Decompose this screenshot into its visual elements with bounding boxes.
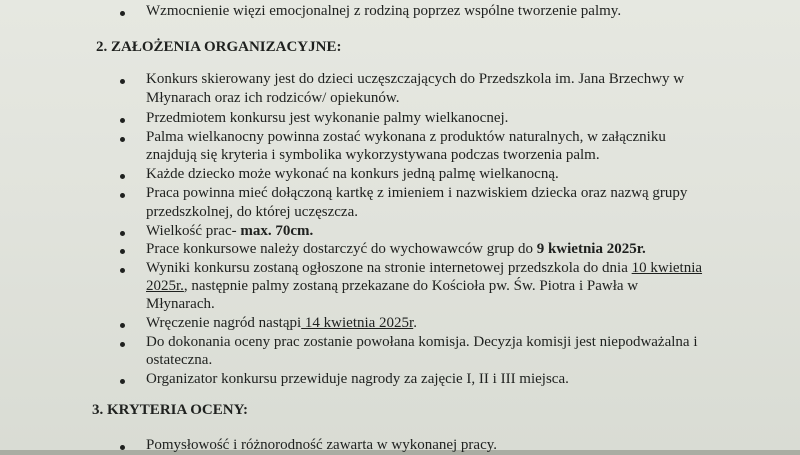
list-item: Każde dziecko może wykonać na konkurs jedną palmę wielkanocną.	[146, 166, 559, 182]
bullet-marker	[120, 118, 125, 123]
list-item	[146, 240, 646, 259]
item-text: Wielkość prac-	[146, 223, 241, 239]
bullet-marker	[120, 174, 125, 179]
bullet-marker	[120, 323, 125, 328]
list-item: Konkurs skierowany jest do dzieci uczęszczających do Przedszkola im. Jana Brzechwy w	[146, 71, 685, 87]
list-item: Przedmiotem konkursu jest wykonanie palmy wielkanocnej.	[146, 110, 509, 126]
item-text-underlined: 14 kwietnia 2025r	[301, 315, 414, 331]
list-item: Praca powinna mieć dołączoną kartkę z imieniem i nazwiskiem dziecka oraz nazwą grupy	[146, 185, 688, 201]
item-text: Wyniki konkursu zostaną ogłoszone na stronie internetowej przedszkola do dnia	[146, 260, 632, 276]
list-item: Pomysłowość i różnorodność zawarta w wykonanej pracy.	[146, 437, 498, 453]
bullet-marker	[120, 231, 125, 236]
list-item: Organizator konkursu przewiduje nagrody za zajęcie I, II i III miejsca.	[146, 371, 569, 387]
list-item-continuation: Młynarach oraz ich rodziców/ opiekunów.	[146, 90, 400, 106]
list-item	[146, 314, 417, 333]
item-text-bold: max. 70cm.	[240, 223, 314, 239]
list-item-continuation	[146, 277, 638, 296]
bullet-marker	[120, 268, 125, 273]
section-heading: 2. ZAŁOŻENIA ORGANIZACYJNE:	[96, 39, 342, 55]
bullet-marker	[120, 249, 125, 254]
list-item	[146, 222, 313, 241]
item-text-underlined: 10 kwietnia	[631, 260, 703, 276]
list-item-continuation: przedszkolnej, do której uczęszcza.	[146, 204, 358, 220]
item-text: , następnie palmy zostaną przekazane do Kościoła pw. Św. Piotra i Pawła w	[183, 278, 639, 294]
item-text: .	[413, 315, 417, 331]
bullet-marker	[120, 445, 125, 450]
bullet-marker	[120, 11, 125, 16]
bullet-marker	[120, 379, 125, 384]
list-item	[146, 259, 702, 278]
item-text: Wręczenie nagród nastąpi	[146, 315, 302, 331]
list-item-continuation: znajdują się kryteria i symbolika wykorzystywana podczas tworzenia palm.	[146, 147, 600, 163]
bullet-marker	[120, 79, 125, 84]
bullet-marker	[120, 137, 125, 142]
list-item: Palma wielkanocny powinna zostać wykonana z produktów naturalnych, w załączniku	[146, 129, 666, 145]
list-item: Wzmocnienie więzi emocjonalnej z rodziną poprzez wspólne tworzenie palmy.	[146, 3, 622, 19]
bullet-marker	[120, 342, 125, 347]
item-text: Prace konkursowe należy dostarczyć do wychowawców grup do	[146, 241, 537, 257]
item-text-underlined: 2025r.	[146, 278, 184, 294]
list-item-continuation: Młynarach.	[146, 296, 215, 312]
list-item: Do dokonania oceny prac zostanie powołana komisja. Decyzja komisji jest niepodważalna i	[146, 334, 698, 350]
section-heading: 3. KRYTERIA OCENY:	[92, 402, 249, 418]
item-text-bold: 9 kwietnia 2025r.	[536, 241, 646, 257]
bullet-marker	[120, 193, 125, 198]
list-item-continuation: ostateczna.	[146, 352, 213, 368]
